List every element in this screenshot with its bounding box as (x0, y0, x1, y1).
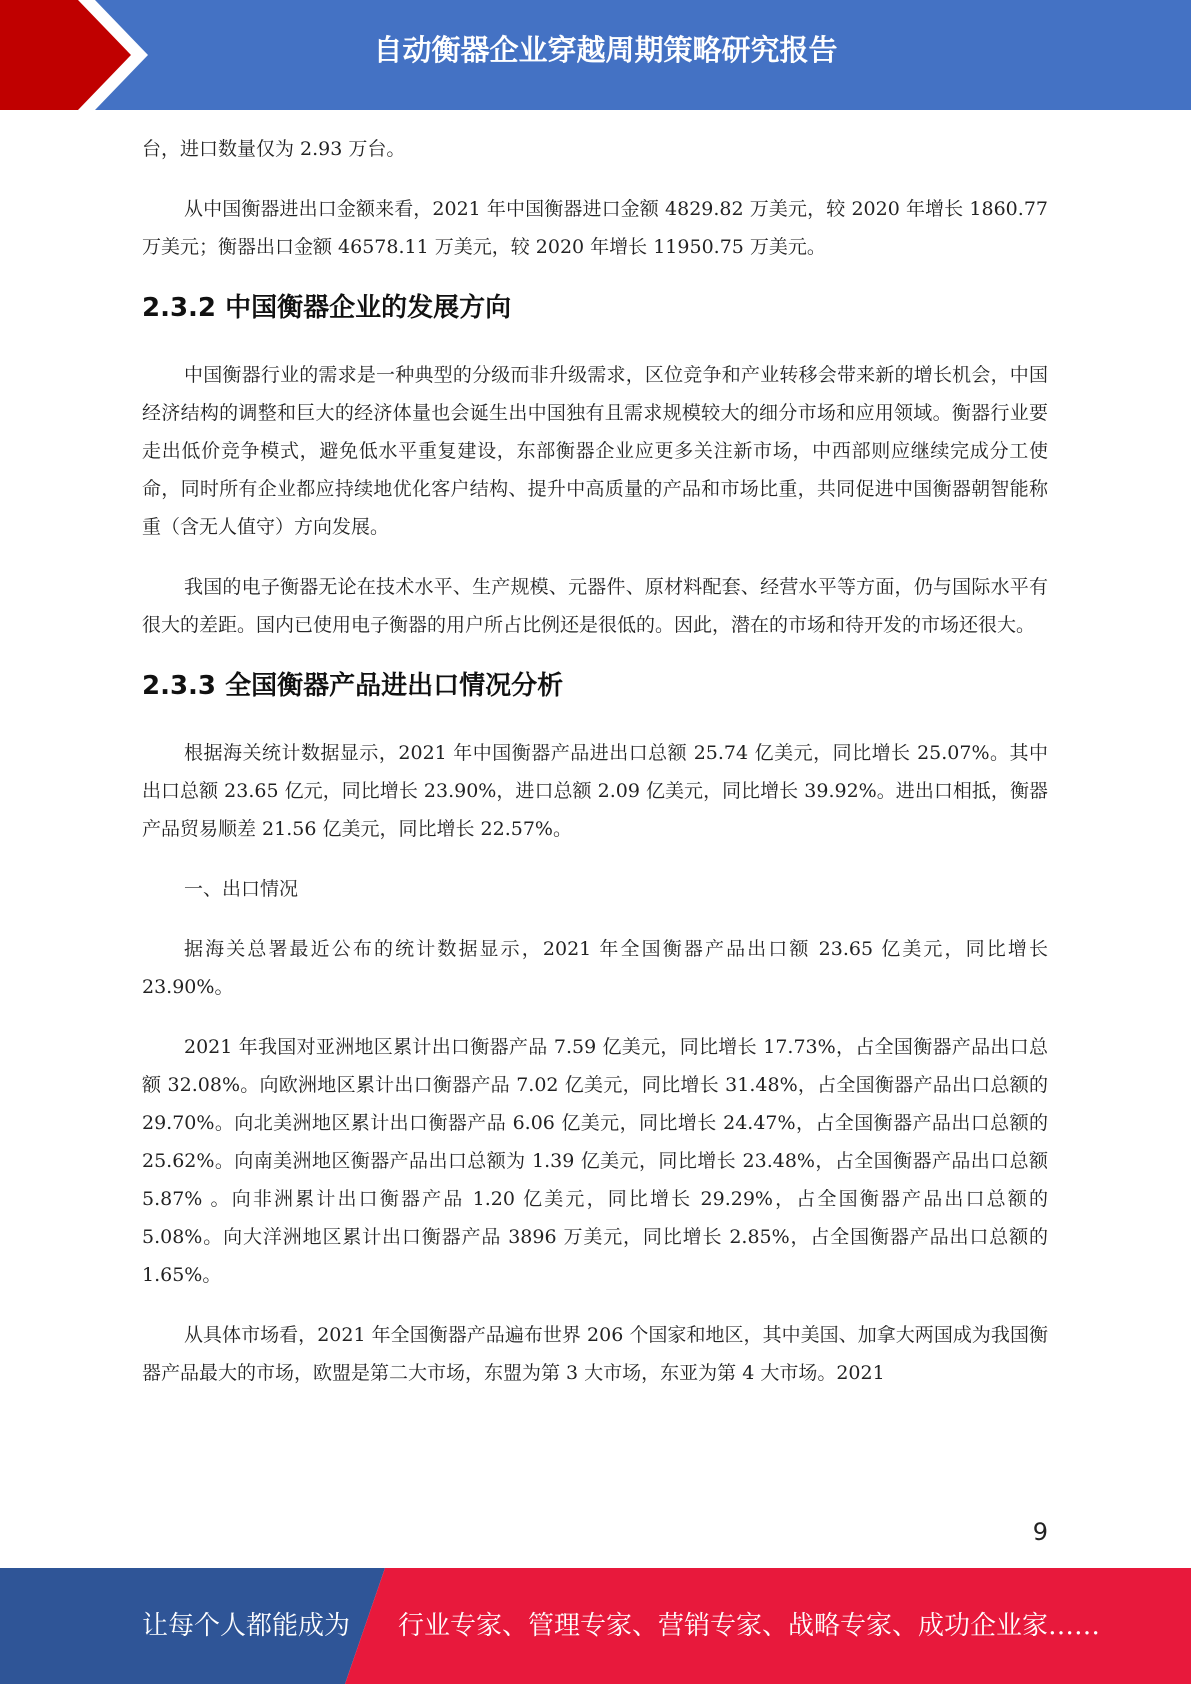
section-heading-2-3-2: 2.3.2 中国衡器企业的发展方向 (142, 293, 512, 323)
paragraph-import-export-amount: 从中国衡器进出口金额来看，2021 年中国衡器进口金额 4829.82 万美元，较 2020 年增长 1860.77 万美元；衡器出口金额 46578.11 万美元，较 2020 年增长 11950.75 万美元。 (142, 198, 1048, 258)
paragraph-customs-statistics: 根据海关统计数据显示，2021 年中国衡器产品进出口总额 25.74 亿美元，同比增长 25.07%。其中出口总额 23.65 亿元，同比增长 23.90%，进口总额 2.09 亿美元，同比增长 39.92%。进出口相抵，衡器产品贸易顺差 21.56 亿美元，同比增长 22.57%。 (142, 742, 1048, 840)
paragraph-export-by-region: 2021 年我国对亚洲地区累计出口衡器产品 7.59 亿美元，同比增长 17.73%，占全国衡器产品出口总额 32.08%。向欧洲地区累计出口衡器产品 7.02 亿美元，同比增长 31.48%，占全国衡器产品出口总额的 29.70%。向北美洲地区累计出口衡器产品 6.06 亿美元，同比增长 24.47%，占全国衡器产品出口总额的 25.62%。向南美洲地区衡器产品出口总额为 1.39 亿美元，同比增长 23.48%，占全国衡器产品出口总额 5.87% 。向非洲累计出口衡器产品 1.20 亿美元，同比增长 29.29%，占全国衡器产品出口总额的 5.08%。向大洋洲地区累计出口衡器产品 3896 万美元，同比增长 2.85%，占全国衡器产品出口总额的 1.65%。 (142, 1036, 1048, 1286)
footer-slogan-right: 行业专家、管理专家、营销专家、战略专家、成功企业家…… (398, 1611, 1101, 1641)
page-content (142, 130, 1048, 1414)
paragraph-export-total: 据海关总署最近公布的统计数据显示，2021 年全国衡器产品出口额 23.65 亿美元，同比增长 23.90%。 (142, 938, 1048, 998)
page-header (0, 0, 1191, 110)
paragraph-export-markets: 从具体市场看，2021 年全国衡器产品遍布世界 206 个国家和地区，其中美国、加拿大两国成为我国衡器产品最大的市场，欧盟是第二大市场，东盟为第 3 大市场，东亚为第 4 大市场。2021 (142, 1324, 1048, 1384)
page-footer (0, 1568, 1191, 1684)
paragraph-import-quantity: 台，进口数量仅为 2.93 万台。 (142, 138, 406, 160)
paragraph-development-direction: 中国衡器行业的需求是一种典型的分级而非升级需求，区位竞争和产业转移会带来新的增长机会，中国经济结构的调整和巨大的经济体量也会诞生出中国独有且需求规模较大的细分市场和应用领域。衡器行业要走出低价竞争模式，避免低水平重复建设，东部衡器企业应更多关注新市场，中西部则应继续完成分工使命，同时所有企业都应持续地优化客户结构、提升中高质量的产品和市场比重，共同促进中国衡器朝智能称重（含无人值守）方向发展。 (142, 364, 1048, 538)
section-heading-2-3-3: 2.3.3 全国衡器产品进出口情况分析 (142, 671, 564, 701)
page-number: 9 (1032, 1518, 1048, 1546)
footer-slogan-left: 让每个人都能成为 (142, 1611, 351, 1641)
subheading-export-situation: 一、出口情况 (184, 878, 299, 900)
paragraph-electronic-scales: 我国的电子衡器无论在技术水平、生产规模、元器件、原材料配套、经营水平等方面，仍与国际水平有很大的差距。国内已使用电子衡器的用户所占比例还是很低的。因此，潜在的市场和待开发的市场还很大。 (142, 576, 1048, 636)
report-title: 自动衡器企业穿越周期策略研究报告 (373, 33, 838, 67)
